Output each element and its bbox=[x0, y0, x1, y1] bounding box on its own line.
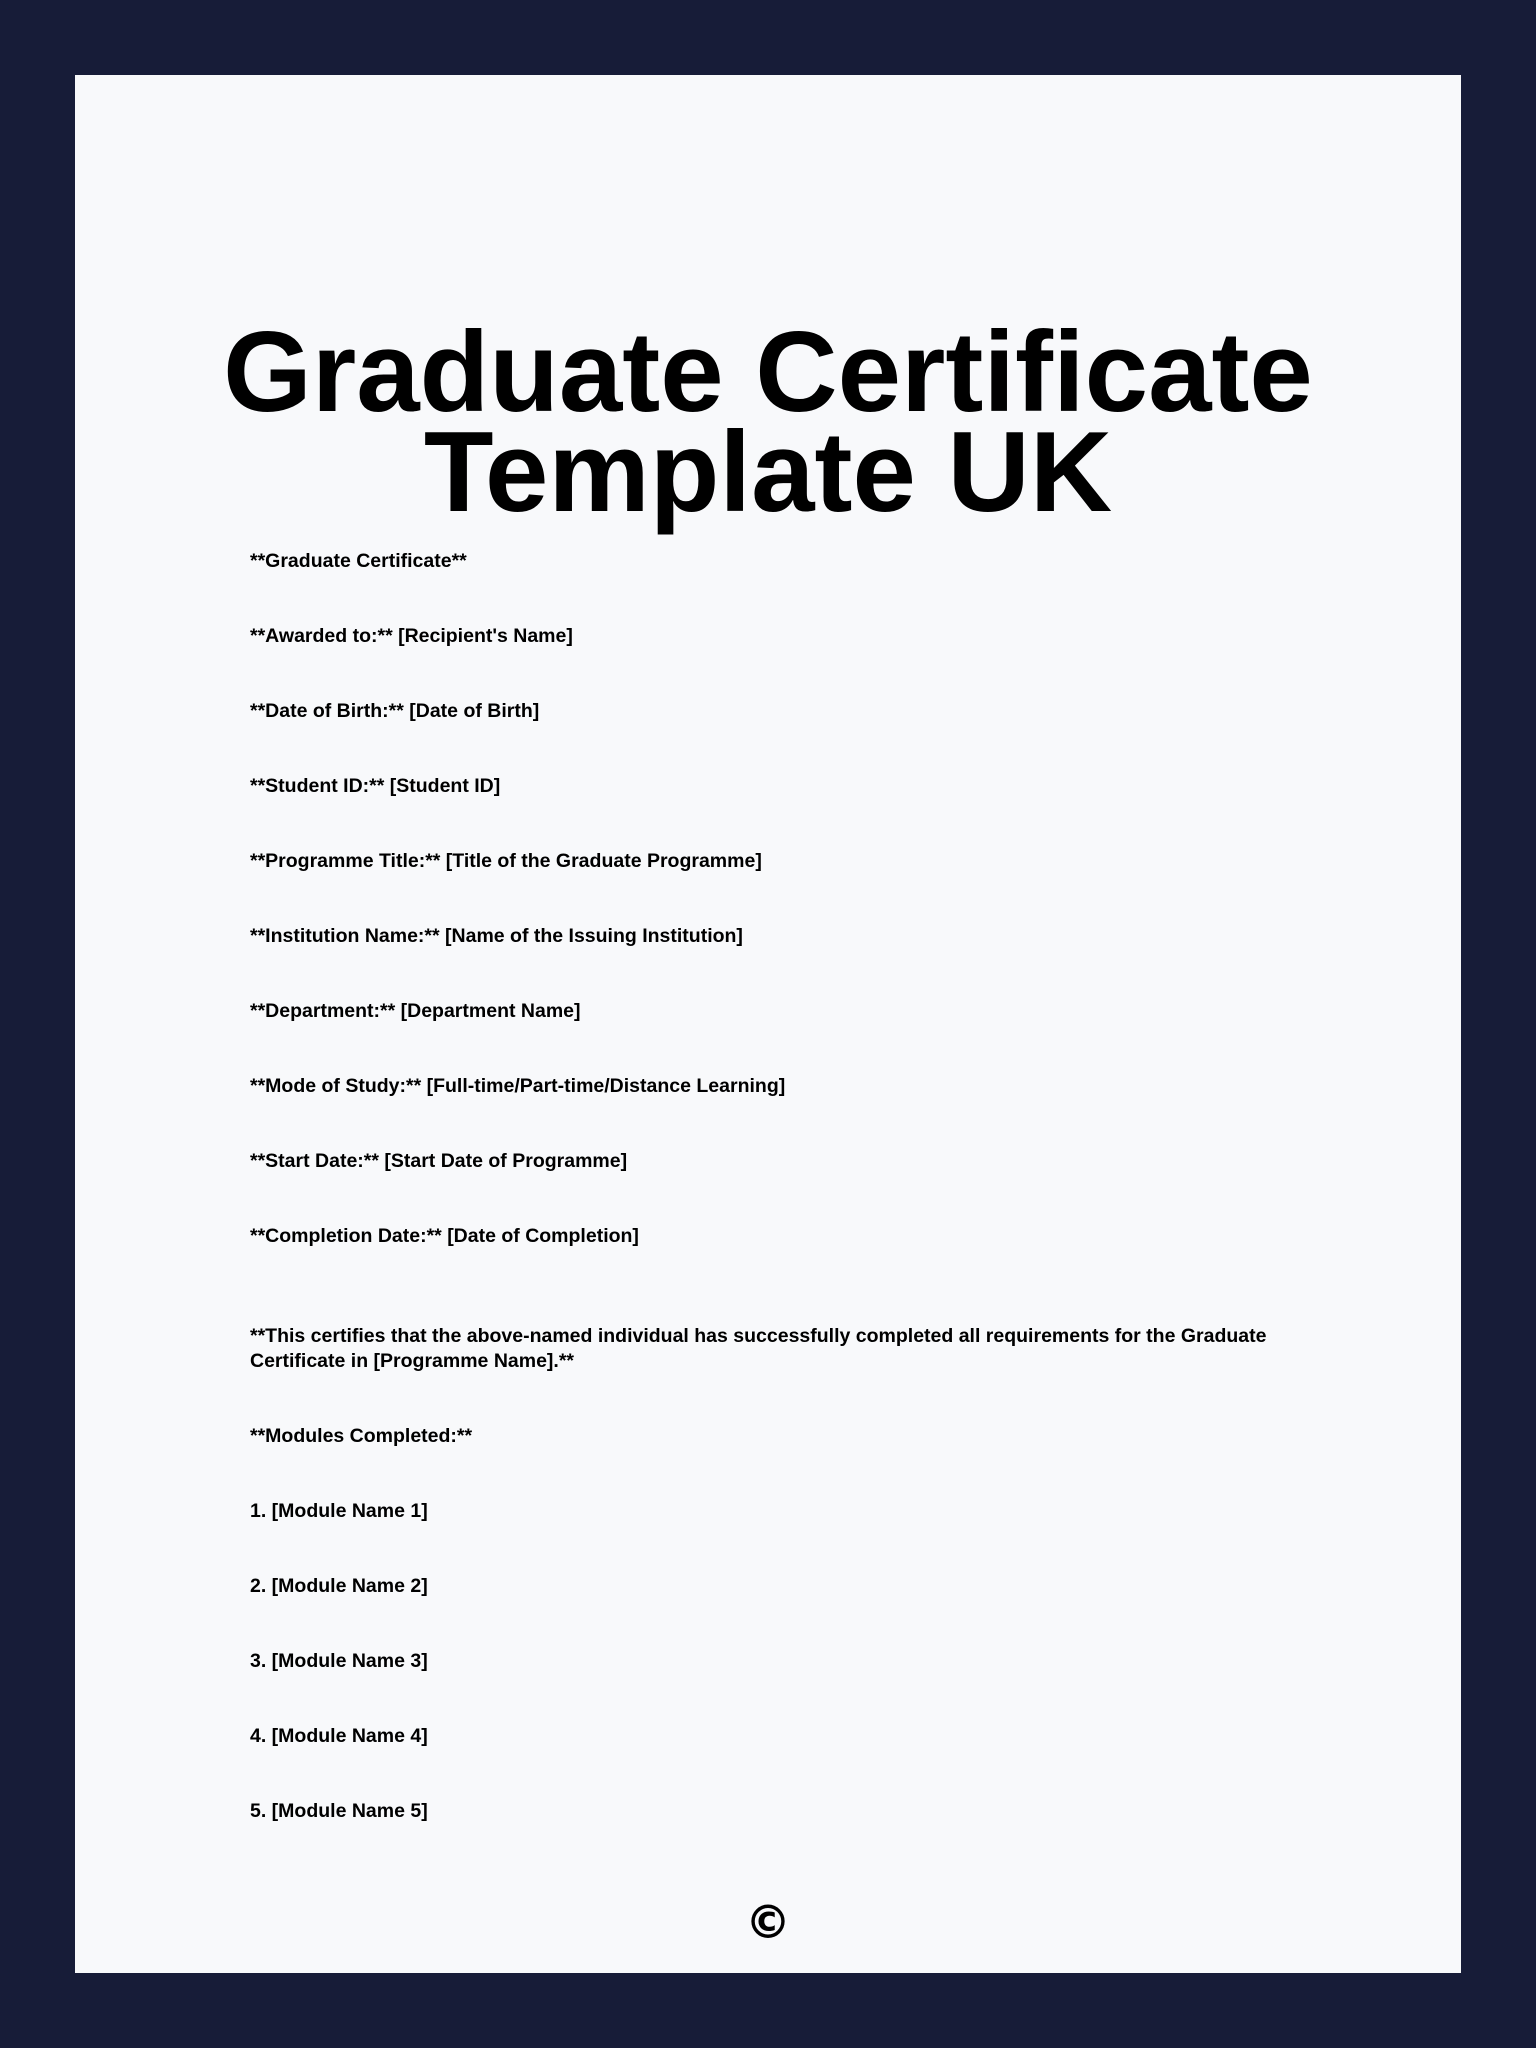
completion-date-field: **Completion Date:** [Date of Completion] bbox=[250, 1225, 639, 1247]
certificate-heading: **Graduate Certificate** bbox=[250, 550, 467, 572]
certification-statement: **This certifies that the above-named individual has successfully completed all requirements for the Graduate Certificate in [Programme Name].** bbox=[250, 1325, 1267, 1372]
start-date-field: **Start Date:** [Start Date of Programme] bbox=[250, 1150, 628, 1172]
page-title bbox=[75, 309, 1461, 536]
copyright-symbol: © bbox=[745, 1895, 791, 1949]
awarded-to-field: **Awarded to:** [Recipient's Name] bbox=[250, 625, 573, 647]
date-of-birth-field: **Date of Birth:** [Date of Birth] bbox=[250, 700, 540, 722]
module-list-item: 3. [Module Name 3] bbox=[250, 1650, 428, 1672]
modules-heading: **Modules Completed:** bbox=[250, 1425, 473, 1447]
module-list-item: 1. [Module Name 1] bbox=[250, 1500, 428, 1522]
page-title-line-1: Graduate Certificate bbox=[223, 309, 1313, 436]
module-list-item: 5. [Module Name 5] bbox=[250, 1800, 428, 1822]
page-title-line-2: Template UK bbox=[423, 409, 1113, 536]
institution-name-field: **Institution Name:** [Name of the Issuing Institution] bbox=[250, 925, 743, 947]
document-page bbox=[75, 75, 1461, 1973]
mode-of-study-field: **Mode of Study:** [Full-time/Part-time/Distance Learning] bbox=[250, 1075, 786, 1097]
programme-title-field: **Programme Title:** [Title of the Graduate Programme] bbox=[250, 850, 762, 872]
department-field: **Department:** [Department Name] bbox=[250, 1000, 581, 1022]
student-id-field: **Student ID:** [Student ID] bbox=[250, 775, 501, 797]
module-list-item: 4. [Module Name 4] bbox=[250, 1725, 428, 1747]
module-list-item: 2. [Module Name 2] bbox=[250, 1575, 428, 1597]
